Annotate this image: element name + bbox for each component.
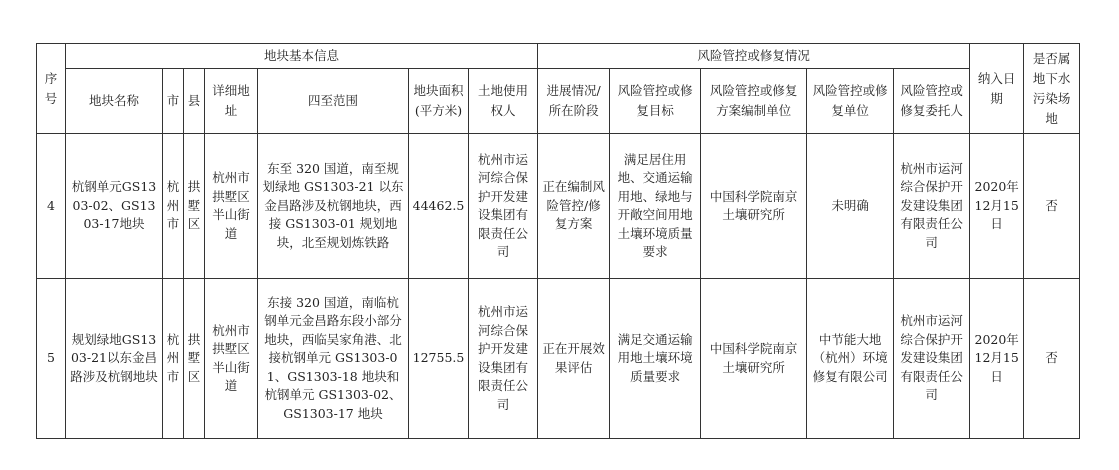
cell-land-user: 杭州市运河综合保护开发建设集团有限责任公司 bbox=[469, 134, 538, 279]
header-group-risk-control: 风险管控或修复情况 bbox=[538, 44, 970, 69]
cell-boundary: 东接 320 国道，南临杭钢单元金昌路东段小部分地块，西临吴家角港、北接杭钢单元 GS1303-01、GS1303-18 地块和杭钢单元 GS1303-02、GS1303-17 地块 bbox=[258, 279, 409, 439]
cell-plan-unit: 中国科学院南京土壤研究所 bbox=[701, 279, 807, 439]
header-boundary: 四至范围 bbox=[258, 69, 409, 134]
header-address: 详细地址 bbox=[205, 69, 258, 134]
cell-seq: 4 bbox=[37, 134, 66, 279]
cell-target: 满足交通运输用地土壤环境质量要求 bbox=[610, 279, 701, 439]
cell-address: 杭州市拱墅区半山街道 bbox=[205, 279, 258, 439]
contaminated-sites-table bbox=[36, 43, 1080, 439]
header-target: 风险管控或修复目标 bbox=[610, 69, 701, 134]
cell-progress: 正在编制风险管控/修复方案 bbox=[538, 134, 610, 279]
table-row bbox=[37, 279, 1080, 439]
cell-area: 12755.5 bbox=[409, 279, 469, 439]
cell-groundwater: 否 bbox=[1024, 134, 1080, 279]
cell-client: 杭州市运河综合保护开发建设集团有限责任公司 bbox=[894, 134, 970, 279]
cell-repair-unit: 中节能大地（杭州）环境修复有限公司 bbox=[807, 279, 894, 439]
cell-address: 杭州市拱墅区半山街道 bbox=[205, 134, 258, 279]
cell-client: 杭州市运河综合保护开发建设集团有限责任公司 bbox=[894, 279, 970, 439]
header-group-basic-info: 地块基本信息 bbox=[66, 44, 538, 69]
header-seq: 序号 bbox=[37, 44, 66, 134]
cell-repair-unit: 未明确 bbox=[807, 134, 894, 279]
cell-groundwater: 否 bbox=[1024, 279, 1080, 439]
header-plot-name: 地块名称 bbox=[66, 69, 163, 134]
header-groundwater: 是否属地下水污染场地 bbox=[1024, 44, 1080, 134]
cell-land-user: 杭州市运河综合保护开发建设集团有限责任公司 bbox=[469, 279, 538, 439]
cell-plot-name: 规划绿地GS1303-21以东金昌路涉及杭钢地块 bbox=[66, 279, 163, 439]
cell-progress: 正在开展效果评估 bbox=[538, 279, 610, 439]
cell-county: 拱墅区 bbox=[184, 279, 205, 439]
header-inclusion-date: 纳入日期 bbox=[970, 44, 1024, 134]
cell-city: 杭州市 bbox=[163, 134, 184, 279]
cell-date: 2020年12月15日 bbox=[970, 134, 1024, 279]
cell-area: 44462.5 bbox=[409, 134, 469, 279]
cell-city: 杭州市 bbox=[163, 279, 184, 439]
header-progress: 进展情况/所在阶段 bbox=[538, 69, 610, 134]
header-plan-unit: 风险管控或修复方案编制单位 bbox=[701, 69, 807, 134]
header-area: 地块面积(平方米) bbox=[409, 69, 469, 134]
cell-seq: 5 bbox=[37, 279, 66, 439]
table-row bbox=[37, 134, 1080, 279]
header-city: 市 bbox=[163, 69, 184, 134]
cell-plot-name: 杭钢单元GS1303-02、GS1303-17地块 bbox=[66, 134, 163, 279]
cell-target: 满足居住用地、交通运输用地、绿地与开敞空间用地土壤环境质量要求 bbox=[610, 134, 701, 279]
header-county: 县 bbox=[184, 69, 205, 134]
cell-county: 拱墅区 bbox=[184, 134, 205, 279]
header-client: 风险管控或修复委托人 bbox=[894, 69, 970, 134]
cell-plan-unit: 中国科学院南京土壤研究所 bbox=[701, 134, 807, 279]
cell-date: 2020年12月15日 bbox=[970, 279, 1024, 439]
header-repair-unit: 风险管控或修复单位 bbox=[807, 69, 894, 134]
cell-boundary: 东至 320 国道，南至规划绿地 GS1303-21 以东金昌路涉及杭钢地块，西接 GS1303-01 规划地块，北至规划炼铁路 bbox=[258, 134, 409, 279]
header-land-user: 土地使用权人 bbox=[469, 69, 538, 134]
